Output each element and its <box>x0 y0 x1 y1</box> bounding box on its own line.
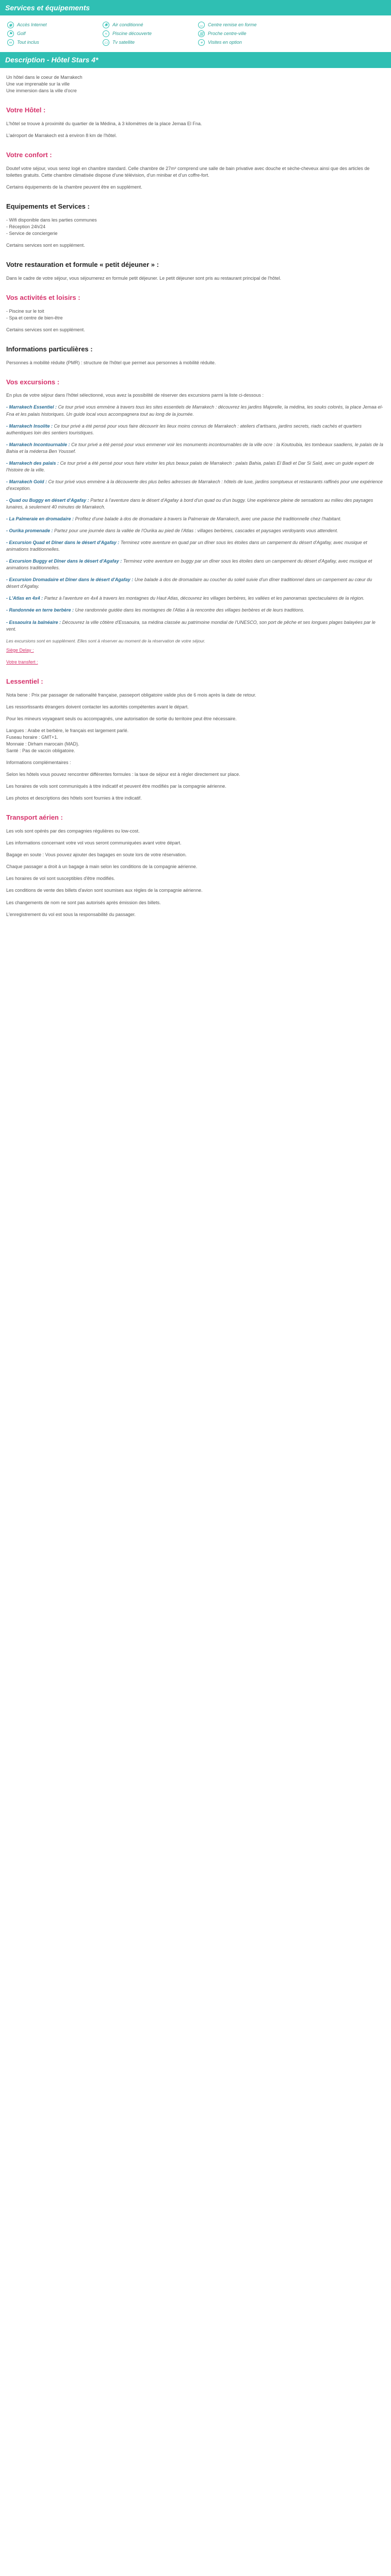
equipment-item: - Service de conciergerie <box>6 230 58 236</box>
comfort-text: Doutef votre séjour, vous serez logé en chambre standard. Celle chambre de 27m² comprend une salle de bain privative avec douche et sèche-cheveux ainsi que des articles de toilettes gratuits. Cette chambre climatisée dispose d'une télévision, d'un minibar et d'un coffre-fort. <box>6 165 370 178</box>
transport-text: Les informations concernant votre vol vous seront communiquées avant votre départ. <box>6 840 182 846</box>
restaurant-text: Dans le cadre de votre séjour, vous séjournerez en formule petit déjeuner. Le petit déjeuner sont pris au restaurant principal de l'hôtel. <box>6 275 282 281</box>
excursion-item: - La Palmeraie en dromadaire : Profitez d'une balade à dos de dromadaire à travers la Palmeraie de Marrakech, avec une pause thé traditionnelle chez l'habitant. <box>6 516 341 522</box>
service-item: ▥ Proche centre-ville <box>198 30 288 37</box>
activity-item: - Piscine sur le toit <box>6 308 44 314</box>
excursions-intro: En plus de votre séjour dans l'hôtel sélectionné, vous avez la possibilité de réserver des excursions parmi la liste ci-dessous : <box>6 393 264 398</box>
wifi-icon: ◉ <box>7 22 14 28</box>
practical-heading: Informations particulières : <box>6 345 93 353</box>
intro-line: Une immersion dans la ville d'ocre <box>6 88 77 93</box>
services-grid <box>5 15 386 52</box>
hotel-text: L'aéroport de Marrakech est à environ 8 km de l'hôtel. <box>6 132 117 138</box>
equipment-note: Certains services sont en supplément. <box>6 242 85 248</box>
service-item: ≈ Piscine découverte <box>103 30 193 37</box>
map-icon: ⌖ <box>198 39 205 46</box>
snowflake-icon: ✱ <box>103 22 109 28</box>
transport-heading: Transport aérien : <box>6 814 63 822</box>
important-text: Selon les hôtels vous pouvez rencontrer différentes formules : la taxe de séjour est à régler directement sur place. <box>6 772 240 777</box>
essential-text: Langues : Arabe et berbère, le français est largement parlé. <box>6 728 129 733</box>
service-item: ◉ Accès Internet <box>7 22 97 28</box>
activities-note: Certains services sont en supplément. <box>6 327 85 332</box>
essential-text: Nota bene : Prix par passager de nationalité française, passeport obligatoire valide plus de 6 mois après la date de retour. <box>6 692 256 698</box>
excursion-item: - Essaouira la balnéaire : Découvrez la ville côtière d'Essaouira, sa médina classée au patrimoine mondial de l'UNESCO, son port de pêche et ses longues plages balayées par le vent. <box>6 619 376 632</box>
service-item: ∞ Tout inclus <box>7 39 97 46</box>
essential-text: Monnaie : Dirham marocain (MAD). <box>6 741 79 747</box>
dumbbell-icon: ⚊ <box>198 22 205 28</box>
excursion-item: - Ourika promenade : Partez pour une journée dans la vallée de l'Ourika au pied de l'Atlas : villages berbères, cascades et paysages verdoyants vous attendent. <box>6 528 338 534</box>
essential-heading: Lessentiel : <box>6 677 43 686</box>
description-title: Description - Hôtel Stars 4* <box>5 56 99 64</box>
comfort-text: Certains équipements de la chambre peuvent être en supplément. <box>6 184 142 190</box>
service-item: ⚊ Centre remise en forme <box>198 22 288 28</box>
excursion-item: - Randonnée en terre berbère : Une randonnée guidée dans les montagnes de l'Atlas à la rencontre des villages berbères et de leurs traditions. <box>6 607 305 613</box>
hotel-heading: Votre Hôtel : <box>6 106 46 114</box>
excursion-item: - L'Atlas en 4x4 : Partez à l'aventure en 4x4 à travers les montagnes du Haut Atlas, découvrez les villages berbères, les vallées et les panoramas spectaculaires de la région. <box>6 596 365 601</box>
excursion-item: - Marrakech Insolite : Ce tour privé a été pensé pour vous faire découvrir les lieux moins connus de Marrakech : ateliers d'artisans, jardins secrets, riads cachés et quartiers authentiques loin des sentiers touristiques. <box>6 423 362 435</box>
excursion-item: - Excursion Dromadaire et Dîner dans le désert d'Agafay : Une balade à dos de dromadaire au coucher du soleil suivie d'un dîner traditionnel dans un campement au cœur du désert d'Agafay. <box>6 577 372 589</box>
intro-line: Un hôtel dans le coeur de Marrakech <box>6 74 83 80</box>
activity-item: - Spa et centre de bien-être <box>6 315 63 320</box>
description-body <box>5 68 386 918</box>
services-banner <box>0 0 391 15</box>
excursion-item: - Excursion Quad et Dîner dans le désert d'Agafay : Terminez votre aventure en quad par un dîner sous les étoiles dans un campement du désert d'Agafay, avec musique et animations traditionnelles. <box>6 540 367 552</box>
service-item: ⚑ Golf <box>7 30 97 37</box>
restaurant-heading: Votre restauration et formule « petit déjeuner » : <box>6 260 159 268</box>
excursion-item: - Quad ou Buggy en désert d'Agafay : Partez à l'aventure dans le désert d'Agafay à bord d'un quad ou d'un buggy. Une expérience pleine de sensations au milieu des paysages lunaires, à seulement 40 minutes de Marrakech. <box>6 497 373 510</box>
excursions-list <box>6 404 385 632</box>
pool-icon: ≈ <box>103 30 109 37</box>
service-item: ⌖ Visites en option <box>198 39 288 46</box>
important-text: Les horaires de vols sont communiqués à titre indicatif et peuvent être modifiés par la compagnie aérienne. <box>6 784 226 789</box>
excursion-item: - Marrakech Incontournable : Ce tour privé a été pensé pour vous emmener voir les monuments incontournables de la ville ocre : la Koutoubia, les tombeaux saadiens, le palais de la Bahia et la médersa Ben Youssef. <box>6 442 383 454</box>
link-text[interactable]: Votre transfert : <box>6 659 38 665</box>
transport-text: Bagage en soute : Vous pouvez ajouter des bagages en soute lors de votre réservation. <box>6 852 187 858</box>
hotel-text: L'hôtel se trouve à proximité du quartier de la Médina, à 3 kilomètres de la place Jemaa El Fna. <box>6 121 202 126</box>
comfort-heading: Votre confort : <box>6 150 52 159</box>
essential-text: Fuseau horaire : GMT+1. <box>6 735 58 740</box>
transport-text: Les changements de nom ne sont pas autorisés après émission des billets. <box>6 900 161 905</box>
essential-text: Pour les mineurs voyageant seuls ou accompagnés, une autorisation de sortie du territoire peut être nécessaire. <box>6 716 237 721</box>
all-inclusive-icon: ∞ <box>7 39 14 46</box>
excursion-item: - Excursion Buggy et Dîner dans le désert d'Agafay : Terminez votre aventure en buggy par un dîner sous les étoiles dans un campement du désert d'Agafay, avec musique et animations traditionnelles. <box>6 558 372 571</box>
city-icon: ▥ <box>198 30 205 37</box>
essential-text: Santé : Pas de vaccin obligatoire. <box>6 748 75 754</box>
important-text: Les photos et descriptions des hôtels sont fournies à titre indicatif. <box>6 795 142 801</box>
excursion-item: - Marrakech des palais : Ce tour privé a été pensé pour vous faire visiter les plus beaux palais de Marrakech : palais Bahia, palais El Badi et Dar Si Saïd, avec un guide expert de l'histoire de la ville. <box>6 460 374 472</box>
services-title: Services et équipements <box>5 4 90 12</box>
transport-text: Les vols sont opérés par des compagnies régulières ou low-cost. <box>6 828 140 834</box>
intro-line: Une vue imprenable sur la ville <box>6 81 70 87</box>
link-text[interactable]: Siège Delay : <box>6 647 34 653</box>
important-text: Informations complémentaires : <box>6 760 71 766</box>
service-item: ✱ Air conditionné <box>103 22 193 28</box>
equipment-item: - Réception 24h/24 <box>6 224 46 229</box>
transport-text: Les horaires de vol sont susceptibles d'être modifiés. <box>6 876 115 882</box>
description-banner <box>0 52 391 67</box>
service-item: ▭ Tv satellite <box>103 39 193 46</box>
golf-icon: ⚑ <box>7 30 14 37</box>
transport-text: Chaque passager a droit à un bagage à main selon les conditions de la compagnie aérienne. <box>6 864 198 870</box>
excursions-heading: Vos excursions : <box>6 378 60 386</box>
transport-text: L'enregistrement du vol est sous la responsabilité du passager. <box>6 911 136 917</box>
equipment-item: - Wifi disponible dans les parties communes <box>6 217 97 223</box>
excursions-note: Les excursions sont en supplément. Elles sont à réserver au moment de la réservation de votre séjour. <box>6 638 206 643</box>
excursion-item: - Marrakech Essentiel : Ce tour privé vous emmène à travers tous les sites essentiels de Marrakech : découvrez les jardins Majorelle, la médina, les souks colorés, la place Jemaa el-Fna et les palais historiques. Un guide local vous accompagnera tout au long de la journée. <box>6 404 383 417</box>
excursion-item: - Marrakech Gold : Ce tour privé vous emmène à la découverte des plus belles adresses de Marrakech : hôtels de luxe, jardins somptueux et restaurants raffinés pour une expérience d'exception. <box>6 479 383 491</box>
transport-text: Les conditions de vente des billets d'avion sont soumises aux règles de la compagnie aérienne. <box>6 888 203 893</box>
practical-text: Personnes à mobilité réduite (PMR) : structure de l'hôtel que permet aux personnes à mobilité réduite. <box>6 360 216 365</box>
tv-icon: ▭ <box>103 39 109 46</box>
activities-heading: Vos activités et loisirs : <box>6 293 80 301</box>
essential-text: Les ressortissants étrangers doivent contacter les autorités compétentes avant le départ. <box>6 704 189 709</box>
equipment-heading: Equipements et Services : <box>6 202 90 210</box>
